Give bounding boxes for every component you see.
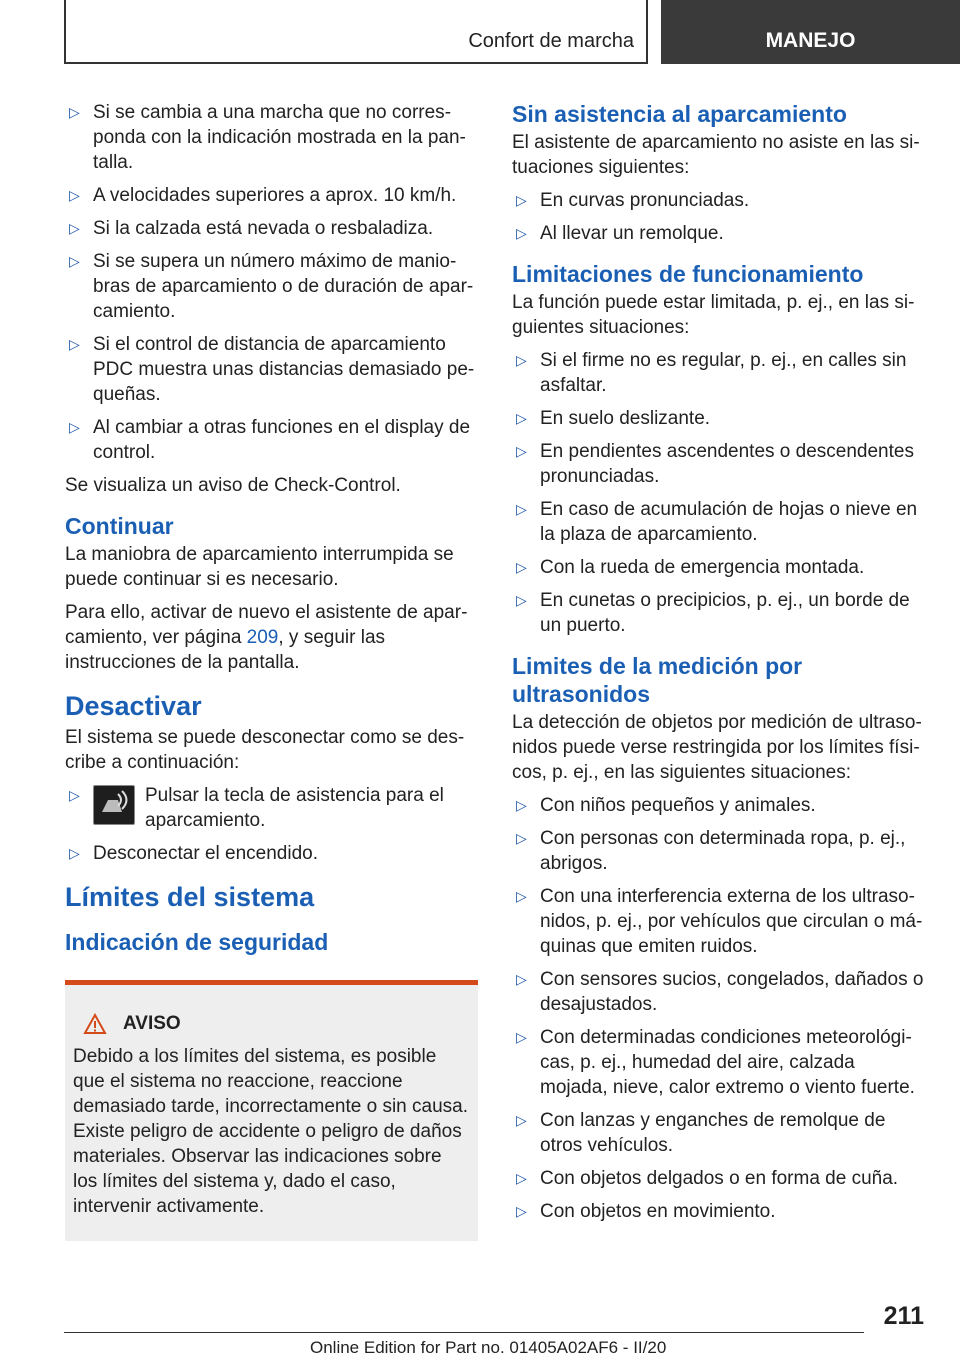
list-item: ▷ Con personas con determinada ropa, p. ej., abrigos. bbox=[516, 828, 906, 874]
list-item: ▷ En cunetas o precipicios, p. ej., un borde de un puerto. bbox=[516, 590, 910, 636]
triangle-bullet-icon: ▷ bbox=[516, 443, 527, 459]
warning-title: AVISO bbox=[73, 1011, 470, 1036]
triangle-bullet-icon: ▷ bbox=[516, 1203, 527, 1219]
triangle-bullet-icon: ▷ bbox=[69, 336, 80, 352]
header-section-title: Confort de marcha bbox=[468, 30, 634, 52]
page-reference-link[interactable]: 209 bbox=[246, 627, 279, 648]
triangle-bullet-icon: ▷ bbox=[516, 352, 527, 368]
list-item: ▷ Con objetos delgados o en forma de cuña. bbox=[516, 1168, 899, 1189]
header-chapter-tab: MANEJO bbox=[661, 0, 960, 64]
triangle-bullet-icon: ▷ bbox=[516, 830, 527, 846]
warning-triangle-icon bbox=[83, 1013, 107, 1035]
left-column bbox=[65, 100, 478, 1241]
triangle-bullet-icon: ▷ bbox=[516, 797, 527, 813]
list-item: ▷ Con una interferencia externa de los ultrasonidos, p. ej., por vehículos que circulan o máquinas que emiten ruidos. bbox=[516, 886, 923, 957]
heading-continuar: Continuar bbox=[65, 513, 174, 539]
triangle-bullet-icon: ▷ bbox=[516, 192, 527, 208]
triangle-bullet-icon: ▷ bbox=[69, 187, 80, 203]
footer-divider bbox=[64, 1332, 864, 1333]
check-control-note: Se visualiza un aviso de Check-Control. bbox=[65, 475, 401, 496]
list-item: ▷ En suelo deslizante. bbox=[516, 408, 711, 429]
triangle-bullet-icon: ▷ bbox=[69, 787, 80, 803]
warning-box bbox=[65, 980, 478, 1241]
list-item: ▷ Con la rueda de emergencia montada. bbox=[516, 557, 865, 578]
triangle-bullet-icon: ▷ bbox=[516, 410, 527, 426]
list-item: ▷ A velocidades superiores a aprox. 10 km/h. bbox=[69, 185, 457, 206]
triangle-bullet-icon: ▷ bbox=[516, 225, 527, 241]
list-item: ▷ En caso de acumulación de hojas o nieve en la plaza de aparcamiento. bbox=[516, 499, 918, 545]
list-item: ▷ Con lanzas y enganches de remolque de otros vehículos. bbox=[516, 1110, 886, 1156]
triangle-bullet-icon: ▷ bbox=[69, 220, 80, 236]
parking-assistant-button-icon bbox=[93, 785, 135, 825]
triangle-bullet-icon: ▷ bbox=[516, 971, 527, 987]
list-item: ▷ Si la calzada está nevada o resbaladiza. bbox=[69, 218, 434, 239]
triangle-bullet-icon: ▷ bbox=[69, 104, 80, 120]
triangle-bullet-icon: ▷ bbox=[516, 1112, 527, 1128]
triangle-bullet-icon: ▷ bbox=[516, 592, 527, 608]
paragraph: El sistema se puede desconectar como se describe a continuación: bbox=[65, 727, 465, 773]
triangle-bullet-icon: ▷ bbox=[69, 253, 80, 269]
list-item: ▷ En curvas pronunciadas. bbox=[516, 190, 750, 211]
heading-desactivar: Desactivar bbox=[65, 691, 202, 721]
triangle-bullet-icon: ▷ bbox=[516, 559, 527, 575]
list-item: ▷ Con objetos en movimiento. bbox=[516, 1201, 776, 1222]
list-item: ▷ Con niños pequeños y animales. bbox=[516, 795, 816, 816]
list-item: ▷ Pulsar la tecla de asistencia para el aparcamiento. bbox=[69, 785, 444, 831]
triangle-bullet-icon: ▷ bbox=[516, 1029, 527, 1045]
paragraph: El asistente de aparcamiento no asiste en las situaciones siguientes: bbox=[512, 132, 920, 178]
triangle-bullet-icon: ▷ bbox=[516, 1170, 527, 1186]
list-item: ▷ Si se cambia a una marcha que no corresponda con la indicación mostrada en la pantalla. bbox=[69, 102, 466, 173]
page-number: 211 bbox=[883, 1302, 924, 1330]
list-item: ▷ En pendientes ascendentes o descendentes pronunciadas. bbox=[516, 441, 914, 487]
heading-indicacion-seguridad: Indicación de seguridad bbox=[65, 929, 329, 955]
paragraph: La función puede estar limitada, p. ej., en las siguientes situaciones: bbox=[512, 292, 915, 338]
footer-edition-text: Online Edition for Part no. 01405A02AF6 - II/20 bbox=[310, 1338, 667, 1357]
warning-text: Debido a los límites del sistema, es posible que el sistema no reaccione, reaccione demasiado tarde, incorrectamente o sin causa. Existe peligro de accidente o peligro de daños materiales. Observar las indicaciones sobre los límites del sistema y, dado el caso, intervenir activamente. bbox=[73, 1046, 468, 1217]
heading-sin-asistencia: Sin asistencia al aparcamiento bbox=[512, 101, 847, 127]
list-item: ▷ Desconectar el encendido. bbox=[69, 843, 318, 864]
heading-limites-medicion: Limites de la medición por ultrasonidos bbox=[512, 653, 803, 707]
paragraph: La detección de objetos por medición de ultrasonidos puede verse restringida por los límites físicos, p. ej., en las siguientes situaciones: bbox=[512, 712, 922, 783]
list-item: ▷ Si se supera un número máximo de maniobras de aparcamiento o de duración de aparcamiento. bbox=[69, 251, 474, 322]
triangle-bullet-icon: ▷ bbox=[516, 501, 527, 517]
list-item: ▷ Con determinadas condiciones meteorológicas, p. ej., humedad del aire, calzada mojada, nieve, calor extremo o viento fuerte. bbox=[516, 1027, 915, 1098]
list-item: ▷ Si el firme no es regular, p. ej., en calles sin asfaltar. bbox=[516, 350, 907, 396]
triangle-bullet-icon: ▷ bbox=[69, 419, 80, 435]
list-item: ▷ Al cambiar a otras funciones en el display de control. bbox=[69, 417, 471, 463]
paragraph: Para ello, activar de nuevo el asistente de aparcamiento, ver página 209, y seguir las instrucciones de la pantalla. bbox=[65, 602, 468, 673]
list-item: ▷ Si el control de distancia de aparcamiento PDC muestra unas distancias demasiado pequeñas. bbox=[69, 334, 475, 405]
list-item: ▷ Con sensores sucios, congelados, dañados o desajustados. bbox=[516, 969, 924, 1015]
triangle-bullet-icon: ▷ bbox=[69, 845, 80, 861]
heading-limitaciones: Limitaciones de funcionamiento bbox=[512, 261, 864, 287]
list-item: ▷ Al llevar un remolque. bbox=[516, 223, 724, 244]
paragraph: La maniobra de aparcamiento interrumpida se puede continuar si es necesario. bbox=[65, 544, 454, 590]
triangle-bullet-icon: ▷ bbox=[516, 888, 527, 904]
heading-limites-sistema: Límites del sistema bbox=[65, 882, 315, 912]
right-column bbox=[512, 100, 924, 1232]
